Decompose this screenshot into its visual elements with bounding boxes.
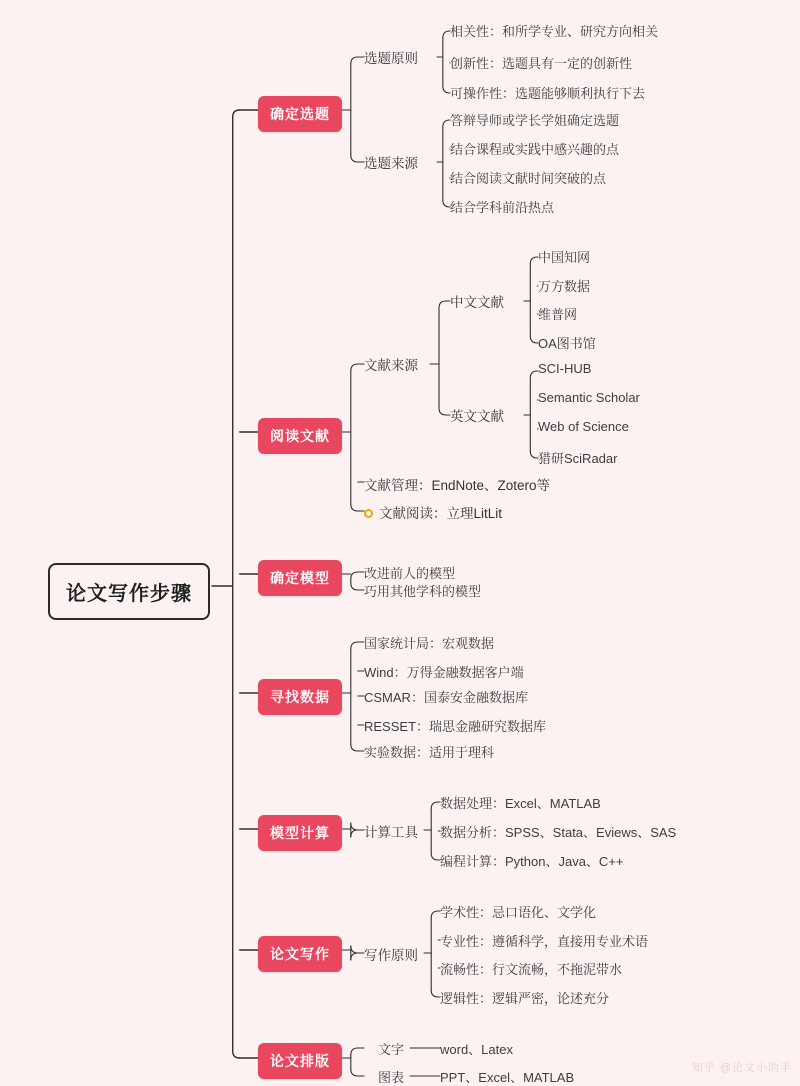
leaf-node-2-1-1-4[interactable]: OA图书馆 (538, 336, 596, 351)
leaf-node-4-5[interactable]: 实验数据：适用于理科 (364, 745, 495, 760)
branch-node-1[interactable]: 确定选题 (258, 96, 342, 132)
leaf-node-5-1-2[interactable]: 数据分析：SPSS、Stata、Eviews、SAS (440, 825, 677, 840)
leaf-node-5-1-1[interactable]: 数据处理：Excel、MATLAB (440, 796, 601, 811)
leaf-node-6-1-4[interactable]: 逻辑性：逻辑严密，论述充分 (440, 991, 610, 1006)
leaf-node-6-1-1[interactable]: 学术性：忌口语化、文学化 (440, 905, 597, 920)
branch-node-7[interactable]: 论文排版 (258, 1043, 342, 1079)
watermark-text: 知乎 @论文小助手 (691, 1062, 792, 1074)
root-node[interactable]: 论文写作步骤 (48, 563, 210, 620)
leaf-node-2-1-1-1[interactable]: 中国知网 (538, 250, 591, 265)
leaf-node-7-1-1[interactable]: word、Latex (440, 1042, 513, 1057)
sub-node-2-1[interactable]: 文献来源 (364, 358, 418, 373)
sub-node-6-1[interactable]: 写作原则 (364, 948, 418, 963)
leaf-node-4-1[interactable]: 国家统计局：宏观数据 (364, 636, 495, 651)
branch-node-2[interactable]: 阅读文献 (258, 418, 342, 454)
leaf-node-3-2[interactable]: 巧用其他学科的模型 (364, 584, 482, 599)
leaf-node-7-2-1[interactable]: PPT、Excel、MATLAB (440, 1070, 575, 1085)
highlight-dot-icon (364, 509, 373, 518)
sub-node-7-1[interactable]: 文字 (378, 1042, 405, 1057)
leaf-node-1-1-3[interactable]: 可操作性：选题能够顺利执行下去 (450, 86, 646, 101)
leaf-node-1-2-4[interactable]: 结合学科前沿热点 (450, 200, 555, 215)
leaf-node-6-1-2[interactable]: 专业性：遵循科学，直接用专业术语 (440, 934, 649, 949)
leaf-node-4-4[interactable]: RESSET：瑞思金融研究数据库 (364, 719, 547, 734)
leaf-node-2-1-2-2[interactable]: Semantic Scholar (538, 390, 640, 405)
leaf-node-2-1-2-3[interactable]: Web of Science (538, 419, 629, 434)
leaf-node-2-1-1-2[interactable]: 万方数据 (538, 279, 591, 294)
leaf-node-2-1-1-3[interactable]: 维普网 (538, 307, 578, 322)
leaf-node-2-1-2-4[interactable]: 猎研SciRadar (538, 451, 618, 466)
branch-node-5[interactable]: 模型计算 (258, 815, 342, 851)
leaf-node-1-1-1[interactable]: 相关性：和所学专业、研究方向相关 (450, 24, 659, 39)
branch-node-6[interactable]: 论文写作 (258, 936, 342, 972)
sub-node-1-1[interactable]: 选题原则 (364, 51, 418, 66)
leaf-node-3-1[interactable]: 改进前人的模型 (364, 566, 456, 581)
sub-node-7-2[interactable]: 图表 (378, 1070, 405, 1085)
leaf-node-1-1-2[interactable]: 创新性：选题具有一定的创新性 (450, 56, 633, 71)
sub-node-5-1[interactable]: 计算工具 (364, 825, 418, 840)
sub-node-2-1-2[interactable]: 英文文献 (450, 409, 504, 424)
sub-node-2-3[interactable] (364, 502, 502, 522)
leaf-node-1-2-1[interactable]: 答辩导师或学长学姐确定选题 (450, 113, 620, 128)
leaf-node-6-1-3[interactable]: 流畅性：行文流畅，不拖泥带水 (440, 962, 623, 977)
sub-node-2-2[interactable]: 文献管理：EndNote、Zotero等 (364, 478, 551, 493)
sub-node-2-1-1[interactable]: 中文文献 (450, 295, 504, 310)
branch-node-4[interactable]: 寻找数据 (258, 679, 342, 715)
leaf-node-1-2-2[interactable]: 结合课程或实践中感兴趣的点 (450, 142, 620, 157)
leaf-node-4-2[interactable]: Wind：万得金融数据客户端 (364, 665, 524, 680)
branch-node-3[interactable]: 确定模型 (258, 560, 342, 596)
leaf-node-4-3[interactable]: CSMAR：国泰安金融数据库 (364, 690, 528, 705)
sub-node-2-3-label: 文献阅读：立理LitLit (379, 506, 503, 521)
leaf-node-2-1-2-1[interactable]: SCI-HUB (538, 361, 592, 376)
sub-node-1-2[interactable]: 选题来源 (364, 156, 418, 171)
leaf-node-5-1-3[interactable]: 编程计算：Python、Java、C++ (440, 854, 624, 869)
leaf-node-1-2-3[interactable]: 结合阅读文献时间突破的点 (450, 171, 607, 186)
